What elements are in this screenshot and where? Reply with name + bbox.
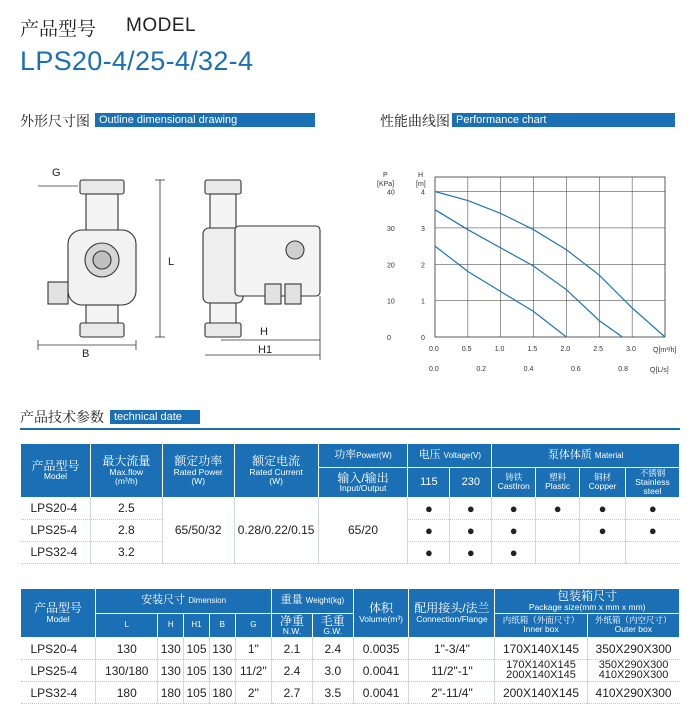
q1-tick-label: 0.5	[461, 346, 472, 353]
q2-tick-label: 0.4	[523, 366, 534, 373]
label-g: G	[52, 167, 61, 179]
title-cn: 产品型号	[20, 19, 97, 40]
p-tick-label: 40	[387, 189, 395, 197]
th-v115: 115	[408, 468, 450, 498]
p-tick-label: 20	[387, 262, 395, 270]
q1-tick-label: 0.0	[429, 346, 439, 353]
th2-package: 包装箱尺寸 Package size(mm x mm x mm)	[495, 589, 680, 614]
p-tick-label: 30	[387, 225, 395, 233]
th-voltage: 电压 Voltage(V)	[408, 444, 492, 468]
q1-tick-label: 2.0	[560, 346, 571, 353]
th-power: 额定功率 Rated Power (W)	[162, 444, 234, 498]
h-axis-unit: [m]	[416, 181, 426, 188]
p-tick-label: 0	[387, 335, 391, 342]
th-plastic: 塑料 Plastic	[536, 468, 580, 498]
h-tick-label: 1	[421, 298, 425, 306]
label-h: H	[260, 326, 268, 338]
h-tick-label: 2	[421, 262, 425, 270]
th-pw: 功率Power(W)	[318, 444, 408, 468]
model-number: LPS20-4/25-4/32-4	[20, 46, 254, 76]
th-stainless: 不锈钢 Stainless steel	[626, 468, 680, 498]
q2-tick-label: 0.6	[570, 366, 581, 373]
current-value: 0.28/0.22/0.15	[234, 497, 318, 563]
th2-dimension: 安装尺寸 Dimension	[96, 589, 272, 614]
q1-axis-label: Q[m³/h]	[653, 347, 677, 354]
th-model: 产品型号 Model	[21, 444, 91, 498]
dimension-table: 产品型号 Model 安装尺寸 Dimension 重量 Weight(kg) 体积 Volume(m³) 配用接头/法兰 Connection/Flange 包装箱尺寸 Package size(mm x mm x mm) L H H1 B G 净重 N.W. 毛重 G.W. 内纸箱（外面尺寸） Inner box 外纸箱（内空尺寸） Outer box LPS20-4 130 130 105 130 1" 2.1 2.4 0.0035 1"-3/4" 170X140X145 350X290X300 LPS25-4 130/180 130 105 130 11/2" 2.4 3.0 0.0041 11/2"-1" 170X140X145 200X140X145 350X290X300 410X290X300 LPS32-4 180 180 105 180 2" 2.7 3.5 0.0041 2"-11/4" 200X140X145 410X290X300	[20, 588, 680, 704]
th-flow: 最大流量 Max.flow (m³/h)	[90, 444, 162, 498]
th-castiron: 铸铁 CastIron	[492, 468, 536, 498]
label-l: L	[168, 256, 175, 268]
table-row: LPS32-4 180 180 105 180 2" 2.7 3.5 0.0041 2"-11/4" 200X140X145 410X290X300	[21, 682, 680, 704]
q1-tick-label: 1.0	[494, 346, 505, 353]
p-axis-label: P	[383, 172, 388, 179]
label-h1: H1	[258, 344, 273, 356]
th2-inner: 内纸箱（外面尺寸） Inner box	[495, 613, 587, 638]
p-axis-unit: [KPa]	[377, 181, 395, 188]
tech-title-en: technical date	[110, 410, 200, 424]
q1-tick-label: 1.5	[527, 346, 538, 353]
io-value: 65/20	[318, 497, 408, 563]
th2-volume: 体积 Volume(m³)	[353, 589, 409, 638]
q1-tick-label: 3.0	[626, 346, 636, 353]
top-port-nut	[80, 180, 124, 194]
h-tick-label: 0	[421, 335, 425, 342]
q2-tick-label: 0.2	[476, 366, 487, 373]
power-value: 65/50/32	[162, 497, 234, 563]
q2-axis-label: Q[L/s]	[650, 367, 669, 374]
th2-outer: 外纸箱（内空尺寸） Outer box	[587, 613, 679, 638]
tech-divider	[20, 428, 680, 430]
th2-model: 产品型号 Model	[21, 589, 96, 638]
th2-weight: 重量 Weight(kg)	[272, 589, 354, 614]
table-row: LPS25-4 2.8 ● ● ● ● ●	[21, 519, 680, 541]
th-material: 泵体体质 Material	[492, 444, 680, 468]
table-row: LPS25-4 130/180 130 105 130 11/2" 2.4 3.0 0.0041 11/2"-1" 170X140X145 200X140X145 350X290X300 410X290X300	[21, 660, 680, 682]
h-tick-label: 4	[421, 189, 425, 197]
table-row: LPS20-4 2.5 65/50/32 0.28/0.22/0.15 65/20 ● ● ● ● ● ●	[21, 497, 680, 519]
perf-title-cn: 性能曲线图	[380, 113, 450, 129]
series-line	[435, 210, 622, 337]
q2-tick-label: 0.0	[429, 366, 439, 373]
title-en: MODEL	[126, 15, 197, 36]
label-b: B	[82, 348, 90, 360]
outline-drawing	[20, 150, 360, 365]
table-row: LPS32-4 3.2 ● ● ●	[21, 541, 680, 563]
q2-tick-label: 0.8	[618, 366, 628, 373]
th2-gw: 毛重 G.W.	[312, 613, 353, 638]
performance-chart	[375, 165, 685, 380]
tech-title-cn: 产品技术参数	[20, 409, 104, 425]
h-tick-label: 3	[421, 225, 425, 233]
p-tick-label: 10	[387, 298, 395, 306]
th-io: 输入/输出 Input/Output	[318, 468, 408, 498]
h-axis-label: H	[418, 172, 424, 179]
th-copper: 铜材 Copper	[580, 468, 626, 498]
th2-connection: 配用接头/法兰 Connection/Flange	[409, 589, 495, 638]
q1-tick-label: 2.5	[593, 346, 604, 353]
th-v230: 230	[450, 468, 492, 498]
outline-title-cn: 外形尺寸图	[20, 113, 90, 129]
electrical-table	[20, 443, 680, 564]
th-current: 额定电流 Rated Current (W)	[234, 444, 318, 498]
outline-title-en: Outline dimensional drawing	[95, 113, 315, 127]
perf-title-en: Performance chart	[452, 113, 675, 127]
th2-nw: 净重 N.W.	[272, 613, 313, 638]
bottom-port-nut	[80, 323, 124, 337]
table-row: LPS20-4 130 130 105 130 1" 2.1 2.4 0.0035 1"-3/4" 170X140X145 350X290X300	[21, 638, 680, 660]
